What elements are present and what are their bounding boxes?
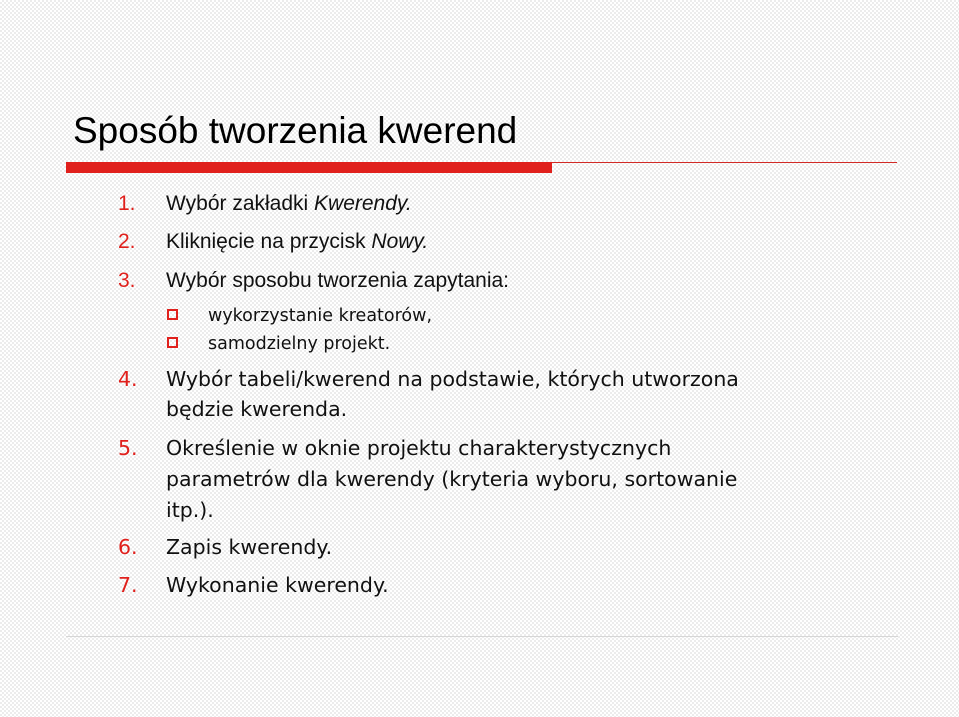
item-text [166,229,428,255]
slide-title: Sposób tworzenia kwerend [73,110,518,151]
item-text-emphasis: Kwerendy. [314,192,412,215]
hollow-square-bullet-icon [167,309,178,320]
item-number: 5. [118,436,138,460]
sub-item-2 [0,331,959,357]
item-number: 6. [118,535,138,559]
item-text-plain: Kliknięcie na przycisk [166,230,372,253]
sub-item-1 [0,303,959,329]
item-text-line-2: będzie kwerenda. [166,397,348,421]
item-number: 7. [118,573,138,597]
item-number: 2. [118,230,136,253]
sub-item-text: samodzielny projekt. [208,334,391,354]
item-text-line-3: itp.). [166,498,214,522]
bottom-divider [66,636,898,637]
item-number: 1. [118,192,136,215]
item-text-emphasis: Nowy. [371,230,429,253]
item-number: 3. [118,269,136,292]
item-text: Zapis kwerendy. [166,535,333,559]
item-text-line-1: Wybór tabeli/kwerend na podstawie, których utworzona [166,367,739,391]
item-text: Wybór sposobu tworzenia zapytania: [166,269,509,292]
title-accent-rule [552,162,897,163]
item-text: Wykonanie kwerendy. [166,573,389,597]
item-text-line-1: Określenie w oknie projektu charakterystycznych [166,436,672,460]
item-text-plain: Wybór zakładki [166,192,315,215]
hollow-square-bullet-icon [167,337,178,348]
item-text-line-2: parametrów dla kwerendy (kryteria wyboru, sortowanie [166,467,738,491]
title-accent-bar [66,162,552,173]
item-number: 4. [118,367,138,391]
item-text [166,191,412,217]
sub-item-text: wykorzystanie kreatorów, [208,306,433,326]
